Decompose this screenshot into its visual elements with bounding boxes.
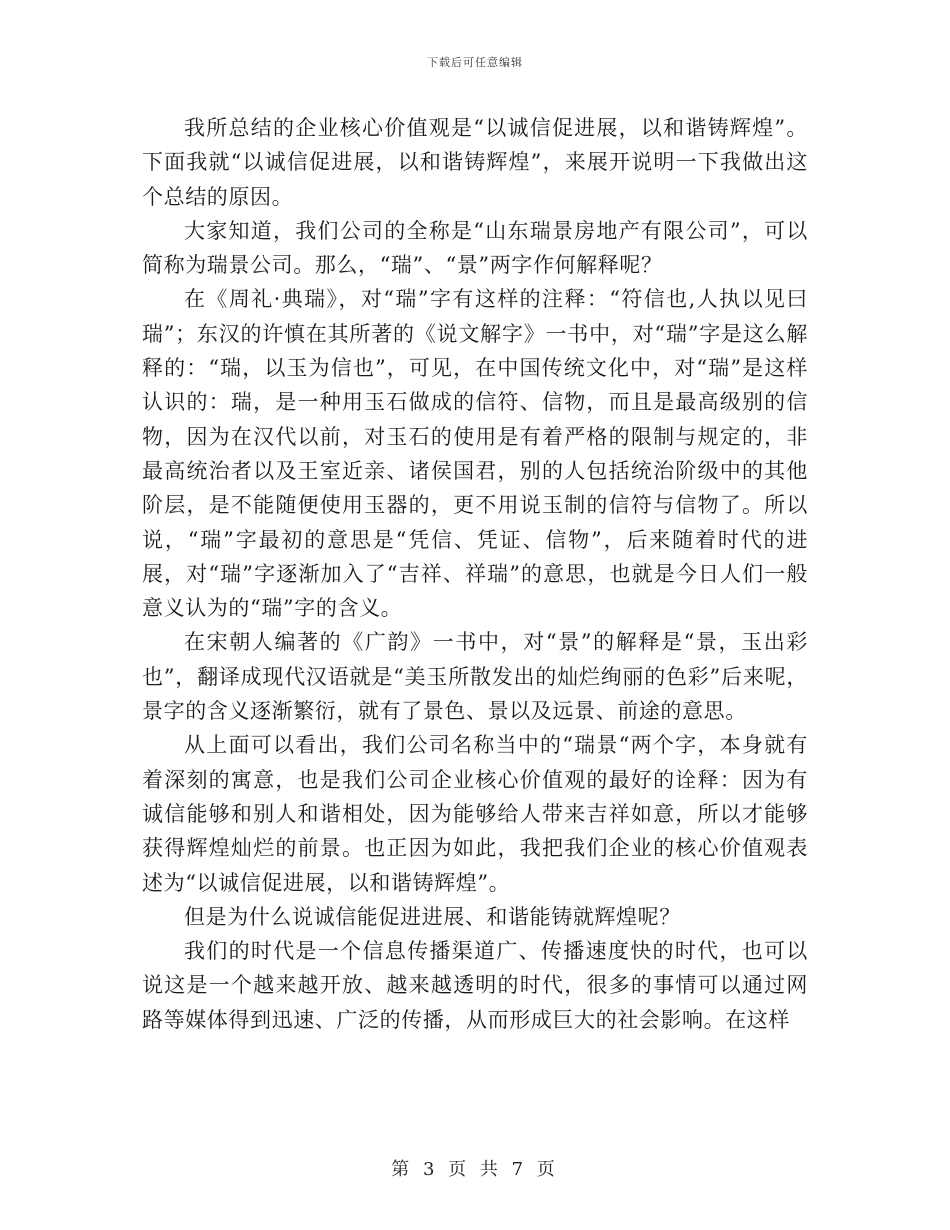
paragraph: 我们的时代是一个信息传播渠道广、传播速度快的时代，也可以说这是一个越来越开放、越来越透明的时代，很多的事情可以通过网路等媒体得到迅速、广泛的传播，从而形成巨大的社会影响。在这样 [142, 939, 808, 1032]
paragraph: 在宋朝人编著的《广韵》一书中，对“景”的解释是“景，玉出彩也”，翻译成现代汉语就是“美玉所散发出的灿烂绚丽的色彩”后来呢，景字的含义逐渐繁衍，就有了景色、景以及远景、前途的意思。 [142, 630, 808, 724]
page-header: 下载后可任意编辑 [427, 56, 523, 69]
paragraph: 从上面可以看出，我们公司名称当中的“瑞景“两个字，本身就有着深刻的寓意，也是我们公司企业核心价值观的最好的诠释：因为有诚信能够和别人和谐相处，因为能够给人带来吉祥如意，所以才能够获得辉煌灿烂的前景。也正因为如此，我把我们企业的核心价值观表述为“以诚信促进展，以和谐铸辉煌”。 [142, 733, 808, 895]
page-number: 第 3 页 共 7 页 [391, 1159, 559, 1180]
paragraph: 大家知道，我们公司的全称是“山东瑞景房地产有限公司”，可以简称为瑞景公司。那么，“瑞”、“景”两字作何解释呢？ [142, 218, 808, 278]
paragraph: 但是为什么说诚信能促进进展、和谐能铸就辉煌呢？ [184, 904, 681, 929]
document-body [142, 111, 808, 1037]
paragraph: 在《周礼·典瑞》，对“瑞”字有这样的注释：“符信也,人执以见曰瑞”；东汉的许慎在其所著的《说文解字》一书中，对“瑞”字是这么解释的：“瑞，以玉为信也”，可见，在中国传统文化中，对“瑞”是这样认识的：瑞，是一种用玉石做成的信符、信物，而且是最高级别的信物，因为在汉代以前，对玉石的使用是有着严格的限制与规定的，非最高统治者以及王室近亲、诸侯国君，别的人包括统治阶级中的其他阶层，是不能随便使用玉器的，更不用说玉制的信符与信物了。所以说，“瑞”字最初的意思是“凭信、凭证、信物”，后来随着时代的进展，对“瑞”字逐渐加入了“吉祥、祥瑞”的意思，也就是今日人们一般意义认为的“瑞”字的含义。 [142, 287, 808, 621]
paragraph: 我所总结的企业核心价值观是“以诚信促进展，以和谐铸辉煌”。下面我就“以诚信促进展，以和谐铸辉煌”，来展开说明一下我做出这个总结的原因。 [142, 116, 808, 209]
